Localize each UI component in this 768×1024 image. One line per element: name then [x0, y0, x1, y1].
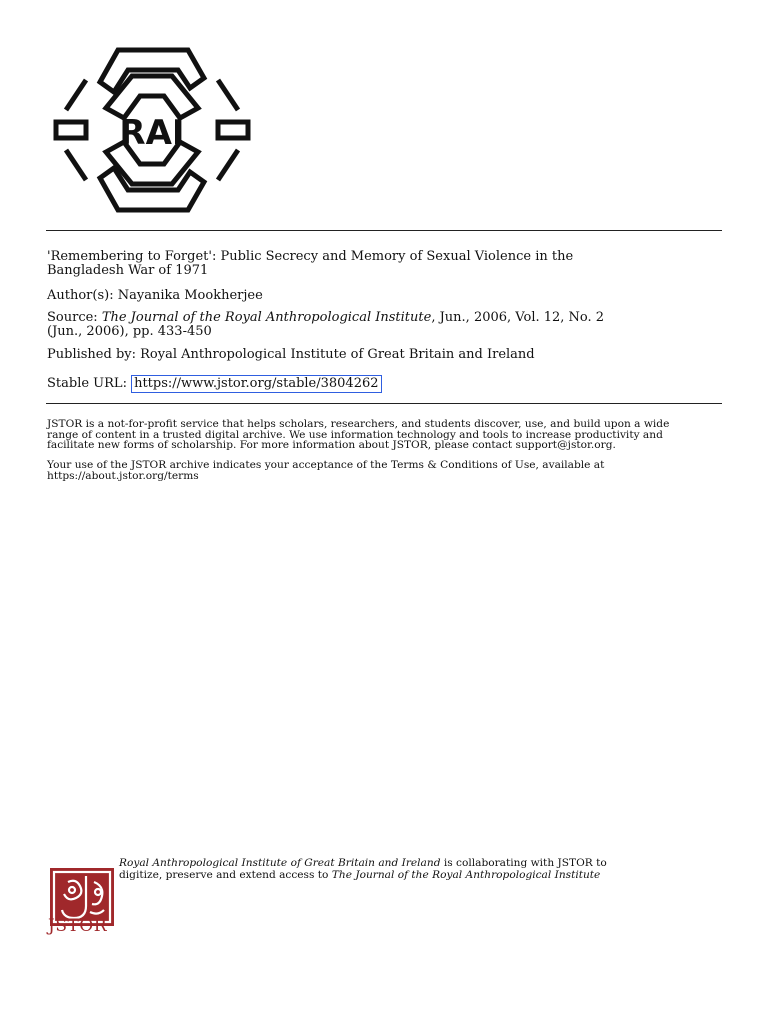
stable-url-link[interactable]: https://www.jstor.org/stable/3804262	[131, 375, 381, 393]
collaboration-statement	[119, 857, 719, 881]
rai-logo-text: RAI	[119, 113, 185, 153]
jstor-notice	[47, 419, 727, 451]
jstor-wordmark: JSTOR	[48, 916, 108, 936]
stable-url-label: Stable URL:	[47, 376, 132, 391]
collab-journal: The Journal of the Royal Anthropological Institute	[331, 869, 601, 881]
notice-line-2: range of content in a trusted digital archive. We use information technology and tools to increase productivity and	[47, 428, 663, 441]
collab-mid: is collaborating with JSTOR to	[440, 857, 607, 869]
terms-line-1: Your use of the JSTOR archive indicates your acceptance of the Terms & Conditions of Use, available at	[47, 459, 605, 471]
source-journal: The Journal of the Royal Anthropological Institute	[101, 310, 432, 325]
source-block	[47, 311, 727, 339]
notice-line-3: facilitate new forms of scholarship. For more information about JSTOR, please contact support@jstor.org.	[47, 439, 616, 451]
source-line-1	[47, 311, 727, 325]
notice-line-1: JSTOR is a not-for-profit service that helps scholars, researchers, and students discover, use, and build upon a wide	[47, 418, 670, 430]
collab-prefix: digitize, preserve and extend access to	[119, 869, 332, 881]
collab-line-2	[119, 869, 719, 881]
author-line	[47, 289, 727, 303]
author-text: Author(s): Nayanika Mookherjee	[47, 288, 263, 303]
collab-org: Royal Anthropological Institute of Great Britain and Ireland	[119, 857, 441, 869]
article-title	[47, 250, 727, 278]
terms-line-2: https://about.jstor.org/terms	[47, 469, 199, 482]
source-line-2: (Jun., 2006), pp. 433-450	[47, 324, 212, 339]
header-rule	[46, 230, 722, 231]
source-prefix: Source:	[47, 310, 102, 325]
terms-notice	[47, 460, 727, 481]
section-rule	[46, 403, 722, 404]
stable-url-line	[47, 375, 727, 393]
source-rest: , Jun., 2006, Vol. 12, No. 2	[431, 310, 605, 325]
rai-logo	[52, 40, 252, 220]
publisher-text: Published by: Royal Anthropological Institute of Great Britain and Ireland	[47, 347, 535, 362]
publisher-line	[47, 348, 727, 362]
title-line-2: Bangladesh War of 1971	[47, 263, 209, 278]
title-line-1: 'Remembering to Forget': Public Secrecy and Memory of Sexual Violence in the	[47, 249, 574, 264]
collab-line-1	[119, 857, 719, 869]
